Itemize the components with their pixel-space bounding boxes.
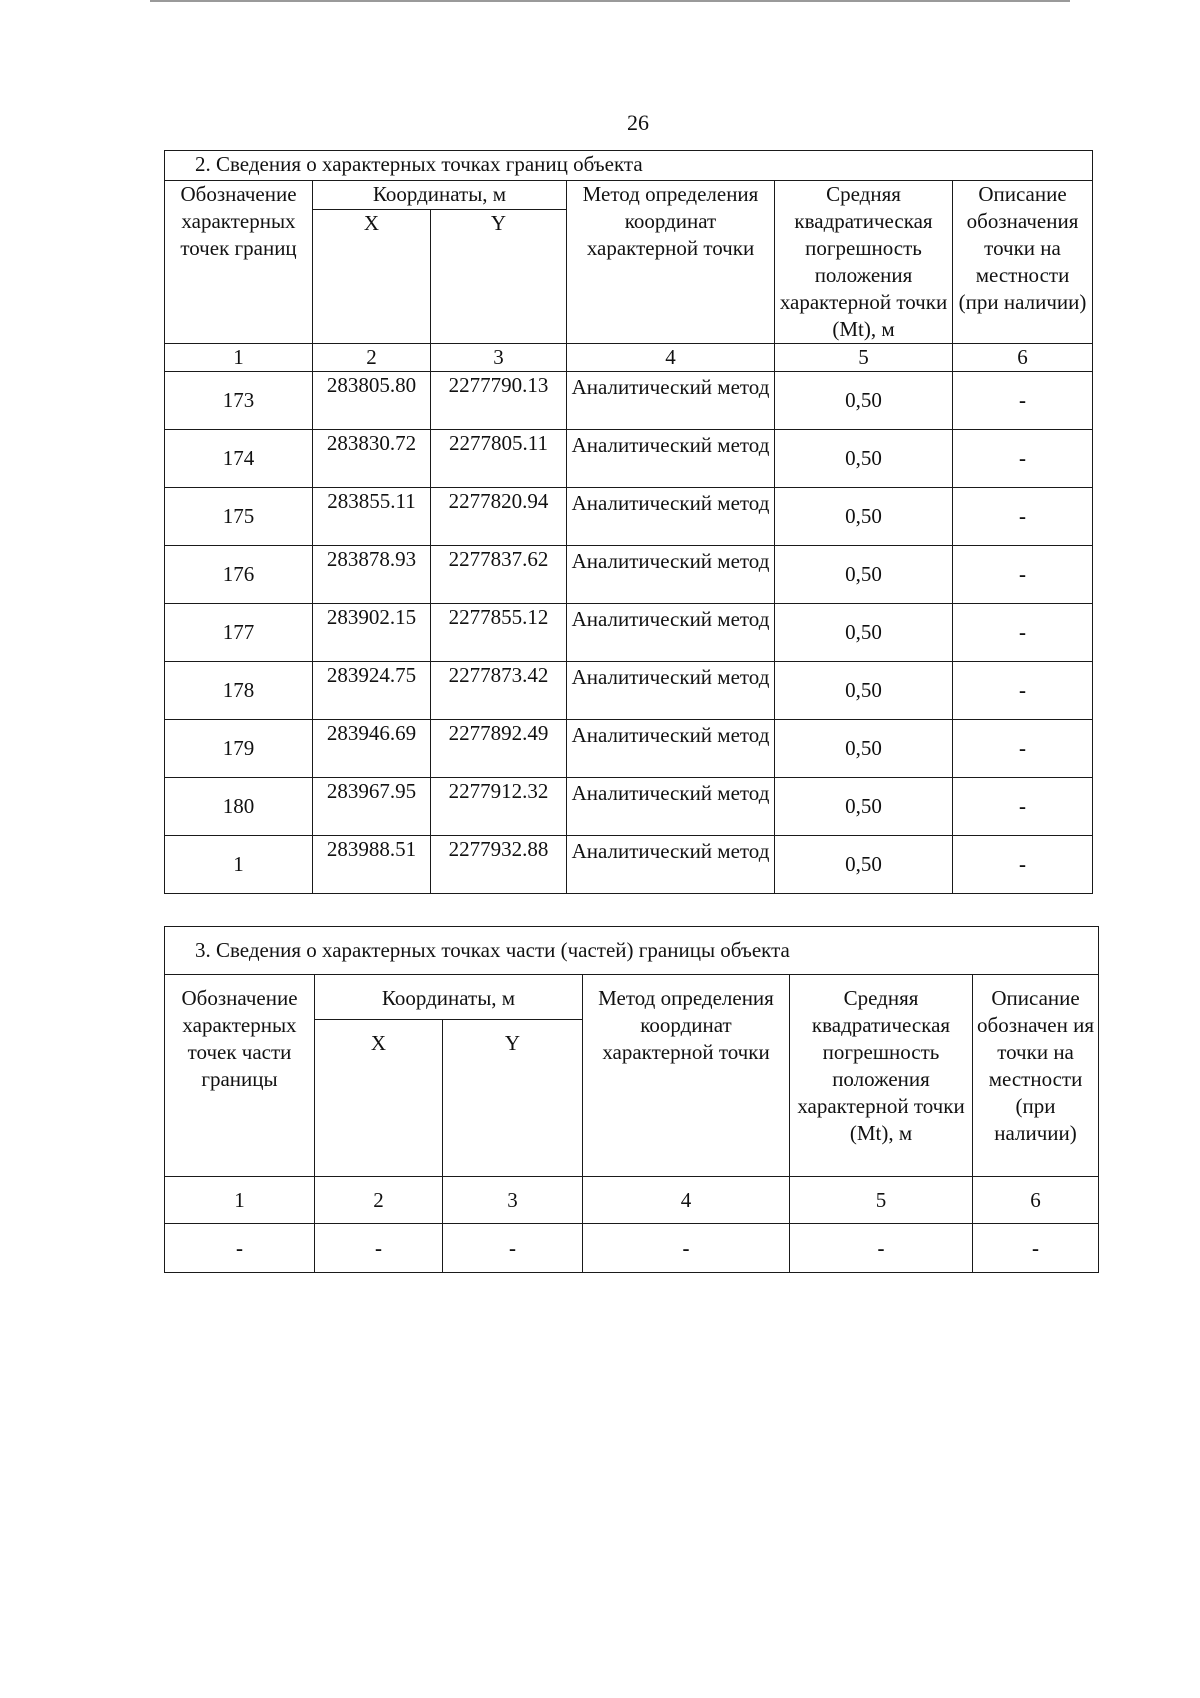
method-cell: Аналитический метод [567, 488, 775, 546]
description-cell: - [953, 546, 1093, 604]
header-designation: Обозначение характерных точек части границы [165, 975, 315, 1177]
column-number: 5 [790, 1177, 973, 1224]
table-row [165, 372, 1093, 430]
column-number: 2 [313, 344, 431, 372]
boundary-points-table [164, 150, 1093, 894]
column-number: 6 [973, 1177, 1099, 1224]
empty-cell: - [973, 1224, 1099, 1273]
empty-cell: - [165, 1224, 315, 1273]
y-coordinate-cell: 2277790.13 [431, 372, 567, 430]
table-row [165, 604, 1093, 662]
error-cell: 0,50 [775, 546, 953, 604]
point-cell: 178 [165, 662, 313, 720]
header-method: Метод определения координат характерной точки [583, 975, 790, 1177]
column-number: 6 [953, 344, 1093, 372]
table-row [165, 430, 1093, 488]
header-method: Метод определения координат характерной точки [567, 181, 775, 344]
error-cell: 0,50 [775, 430, 953, 488]
column-number: 2 [315, 1177, 443, 1224]
y-coordinate-cell: 2277873.42 [431, 662, 567, 720]
header-designation: Обозначение характерных точек границ [165, 181, 313, 344]
table-row [165, 720, 1093, 778]
x-coordinate-cell: 283946.69 [313, 720, 431, 778]
header-coordinates: Координаты, м [313, 181, 567, 210]
error-cell: 0,50 [775, 836, 953, 894]
description-cell: - [953, 662, 1093, 720]
y-coordinate-cell: 2277912.32 [431, 778, 567, 836]
column-number: 1 [165, 1177, 315, 1224]
error-cell: 0,50 [775, 372, 953, 430]
header-x: X [313, 210, 431, 344]
header-x: X [315, 1020, 443, 1177]
description-cell: - [953, 778, 1093, 836]
description-cell: - [953, 488, 1093, 546]
empty-cell: - [315, 1224, 443, 1273]
y-coordinate-cell: 2277805.11 [431, 430, 567, 488]
part-boundary-points-table [164, 926, 1099, 1273]
description-cell: - [953, 836, 1093, 894]
description-cell: - [953, 720, 1093, 778]
method-cell: Аналитический метод [567, 662, 775, 720]
x-coordinate-cell: 283988.51 [313, 836, 431, 894]
y-coordinate-cell: 2277837.62 [431, 546, 567, 604]
table-row [165, 836, 1093, 894]
y-coordinate-cell: 2277820.94 [431, 488, 567, 546]
x-coordinate-cell: 283855.11 [313, 488, 431, 546]
point-cell: 1 [165, 836, 313, 894]
point-cell: 180 [165, 778, 313, 836]
top-edge-line [150, 0, 1070, 2]
method-cell: Аналитический метод [567, 546, 775, 604]
header-y: Y [443, 1020, 583, 1177]
point-cell: 175 [165, 488, 313, 546]
header-y: Y [431, 210, 567, 344]
table-row [165, 546, 1093, 604]
x-coordinate-cell: 283805.80 [313, 372, 431, 430]
header-description: Описание обозначен ия точки на местности (при наличии) [973, 975, 1099, 1177]
description-cell: - [953, 372, 1093, 430]
method-cell: Аналитический метод [567, 430, 775, 488]
header-error: Средняя квадратическая погрешность положения характерной точки (Mt), м [775, 181, 953, 344]
column-number: 3 [431, 344, 567, 372]
empty-cell: - [583, 1224, 790, 1273]
table-row [165, 662, 1093, 720]
x-coordinate-cell: 283830.72 [313, 430, 431, 488]
point-cell: 173 [165, 372, 313, 430]
header-error: Средняя квадратическая погрешность положения характерной точки (Mt), м [790, 975, 973, 1177]
method-cell: Аналитический метод [567, 372, 775, 430]
boundary-points-body [165, 372, 1093, 894]
column-number-row [165, 344, 1093, 372]
column-number: 5 [775, 344, 953, 372]
x-coordinate-cell: 283967.95 [313, 778, 431, 836]
y-coordinate-cell: 2277892.49 [431, 720, 567, 778]
table-row [165, 778, 1093, 836]
method-cell: Аналитический метод [567, 720, 775, 778]
point-cell: 174 [165, 430, 313, 488]
method-cell: Аналитический метод [567, 778, 775, 836]
header-description: Описание обозначения точки на местности (при наличии) [953, 181, 1093, 344]
x-coordinate-cell: 283878.93 [313, 546, 431, 604]
error-cell: 0,50 [775, 662, 953, 720]
x-coordinate-cell: 283924.75 [313, 662, 431, 720]
section-3-title: 3. Сведения о характерных точках части (частей) границы объекта [165, 927, 1099, 975]
page-number: 26 [627, 110, 649, 135]
empty-cell: - [443, 1224, 583, 1273]
description-cell: - [953, 430, 1093, 488]
header-coordinates: Координаты, м [315, 975, 583, 1020]
section-2-title: 2. Сведения о характерных точках границ объекта [165, 151, 1093, 181]
table-row [165, 488, 1093, 546]
empty-cell: - [790, 1224, 973, 1273]
error-cell: 0,50 [775, 488, 953, 546]
y-coordinate-cell: 2277932.88 [431, 836, 567, 894]
point-cell: 179 [165, 720, 313, 778]
x-coordinate-cell: 283902.15 [313, 604, 431, 662]
column-number-row [165, 1177, 1099, 1224]
column-number: 4 [583, 1177, 790, 1224]
column-number: 1 [165, 344, 313, 372]
error-cell: 0,50 [775, 778, 953, 836]
error-cell: 0,50 [775, 720, 953, 778]
y-coordinate-cell: 2277855.12 [431, 604, 567, 662]
column-number: 4 [567, 344, 775, 372]
point-cell: 176 [165, 546, 313, 604]
method-cell: Аналитический метод [567, 604, 775, 662]
empty-data-row [165, 1224, 1099, 1273]
error-cell: 0,50 [775, 604, 953, 662]
point-cell: 177 [165, 604, 313, 662]
description-cell: - [953, 604, 1093, 662]
method-cell: Аналитический метод [567, 836, 775, 894]
column-number: 3 [443, 1177, 583, 1224]
